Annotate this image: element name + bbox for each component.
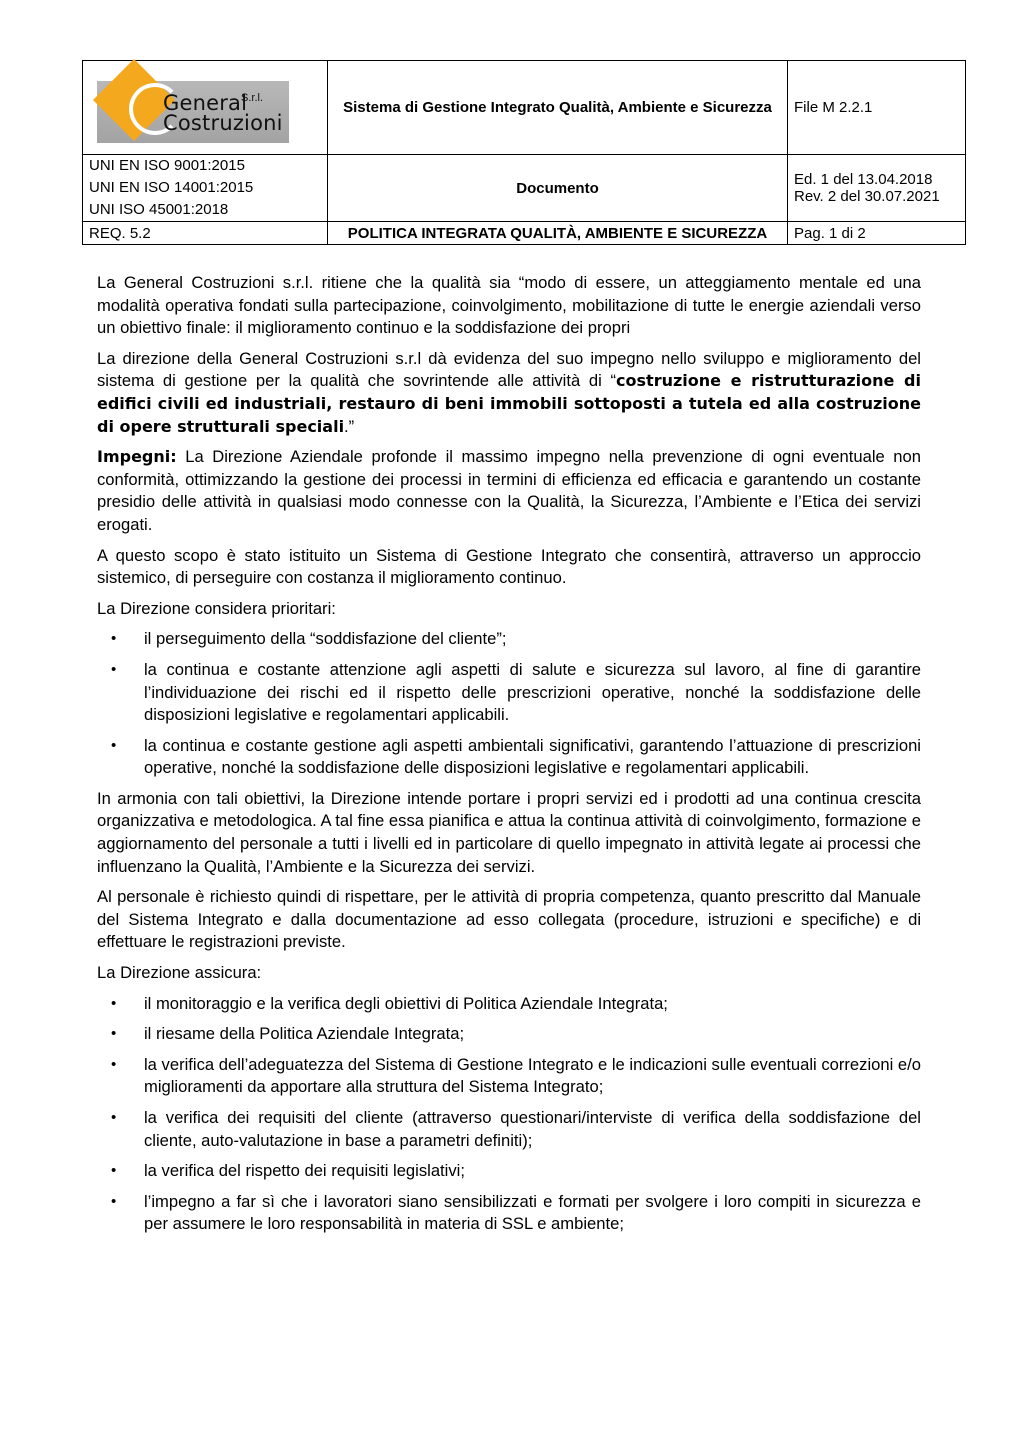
list-item: • la verifica dell’adeguatezza del Sistema di Gestione Integrato e le indicazioni sulle eventuali correzioni e/o miglioramenti da apportare alla struttura del Sistema Integrato; [97,1054,921,1099]
paragraph-harmony: In armonia con tali obiettivi, la Direzione intende portare i propri servizi ed i prodotti ad una continua crescita organizzativa e metodologica. A tal fine essa pianifica e attua la continua attività di coinvolgimento, formazione e aggiornamento del personale a tutti i livelli ed in particolare di quello impegnato in attività legate ai processi che influenzano la Qualità, l’Ambiente e la Sicurezza dei servizi. [97,788,921,876]
assurances-list [97,993,921,1236]
file-code: File M 2.2.1 [788,61,966,155]
logo-text-general: General [163,90,248,115]
system-title: Sistema di Gestione Integrato Qualità, Ambiente e Sicurezza [328,61,788,155]
logo-text-costruzioni: Costruzioni [163,110,283,135]
list-item: • il riesame della Politica Aziendale Integrata; [97,1023,921,1046]
list-item: • la verifica dei requisiti del cliente (attraverso questionari/interviste di verifica della soddisfazione del cliente, auto-valutazione in base a parametri definiti); [97,1107,921,1152]
paragraph-priorities-intro: La Direzione considera prioritari: [97,598,336,618]
company-logo [89,65,289,151]
standard-iso-14001: UNI EN ISO 14001:2015 [89,179,254,196]
impegni-label: Impegni: [97,447,177,467]
paragraph-commitment-end: .” [344,416,355,436]
page-number: Pag. 1 di 2 [788,222,966,245]
standards-cell [83,155,328,222]
list-item: • il monitoraggio e la verifica degli obiettivi di Politica Aziendale Integrata; [97,993,921,1016]
doc-title: POLITICA INTEGRATA QUALITÀ, AMBIENTE E SICUREZZA [328,222,788,245]
paragraph-intro: La General Costruzioni s.r.l. ritiene che la qualità sia “modo di essere, un atteggiamento mentale ed una modalità operativa fondati sulla partecipazione, coinvolgimento, mobilitazione di tutte le energie aziendali verso un obiettivo finale: il miglioramento continuo e la soddisfazione dei propri [97,273,921,338]
impegni-text: La Direzione Aziendale profonde il massimo impegno nella prevenzione di ogni eventuale non conformità, ottimizzando la gestione dei processi in termini di efficienza ed efficacia e garantendo un costante presidio delle attività in qualsiasi modo connesse con la Qualità, la Sicurezza, l’Ambiente e l’Etica dei servizi erogati. [97,447,921,534]
logo-text-srl: S.r.l. [241,91,264,104]
paragraph-scope: A questo scopo è stato istituito un Sistema di Gestione Integrato che consentirà, attraverso un approccio sistemico, di perseguire con costanza il miglioramento continuo. [97,545,921,588]
paragraph-commitment-text: La direzione della General Costruzioni s.r.l dà evidenza del suo impegno nello sviluppo e miglioramento del sistema di gestione per la qualità che sovrintende alle attività di “ [97,348,921,391]
activities-scope: costruzione e ristrutturazione di edifici civili ed industriali, restauro di beni immobili sottoposti a tutela ed alla costruzione di opere strutturali speciali [97,371,921,436]
logo-cell [83,61,328,155]
paragraph-personnel: Al personale è richiesto quindi di rispettare, per le attività di propria competenza, quanto prescritto dal Manuale del Sistema Integrato e dalla documentazione ad esso collegata (procedure, istruzioni e specifiche) e di effettuare le registrazioni previste. [97,887,921,952]
list-item: • la continua e costante attenzione agli aspetti di salute e sicurezza sul lavoro, al fine di garantire l’individuazione dei rischi ed il rispetto delle prescrizioni operative, nonché la soddisfazione delle disposizioni legislative e regolamentari applicabili. [97,659,921,727]
document-body [97,272,921,1244]
doc-type: Documento [328,155,788,222]
list-item: • la verifica del rispetto dei requisiti legislativi; [97,1160,921,1183]
standard-iso-9001: UNI EN ISO 9001:2015 [89,157,245,174]
list-item: • il perseguimento della “soddisfazione del cliente”; [97,628,921,651]
revision: Rev. 2 del 30.07.2021 [794,188,940,205]
standard-iso-45001: UNI ISO 45001:2018 [89,201,229,218]
paragraph-assurances-intro: La Direzione assicura: [97,963,262,983]
priorities-list [97,628,921,780]
edition-cell [788,155,966,222]
list-item: • la continua e costante gestione agli aspetti ambientali significativi, garantendo l’attuazione di prescrizioni operative, nonché la soddisfazione delle disposizioni legislative e regolamentari applicabili. [97,735,921,780]
paragraph-impegni [97,446,921,536]
requirement: REQ. 5.2 [83,222,328,245]
edition: Ed. 1 del 13.04.2018 [794,171,933,188]
list-item: • l’impegno a far sì che i lavoratori siano sensibilizzati e formati per svolgere i loro compiti in sicurezza e per assumere le loro responsabilità in materia di SSL e ambiente; [97,1191,921,1236]
paragraph-commitment [97,348,921,438]
document-header-table [82,60,966,245]
